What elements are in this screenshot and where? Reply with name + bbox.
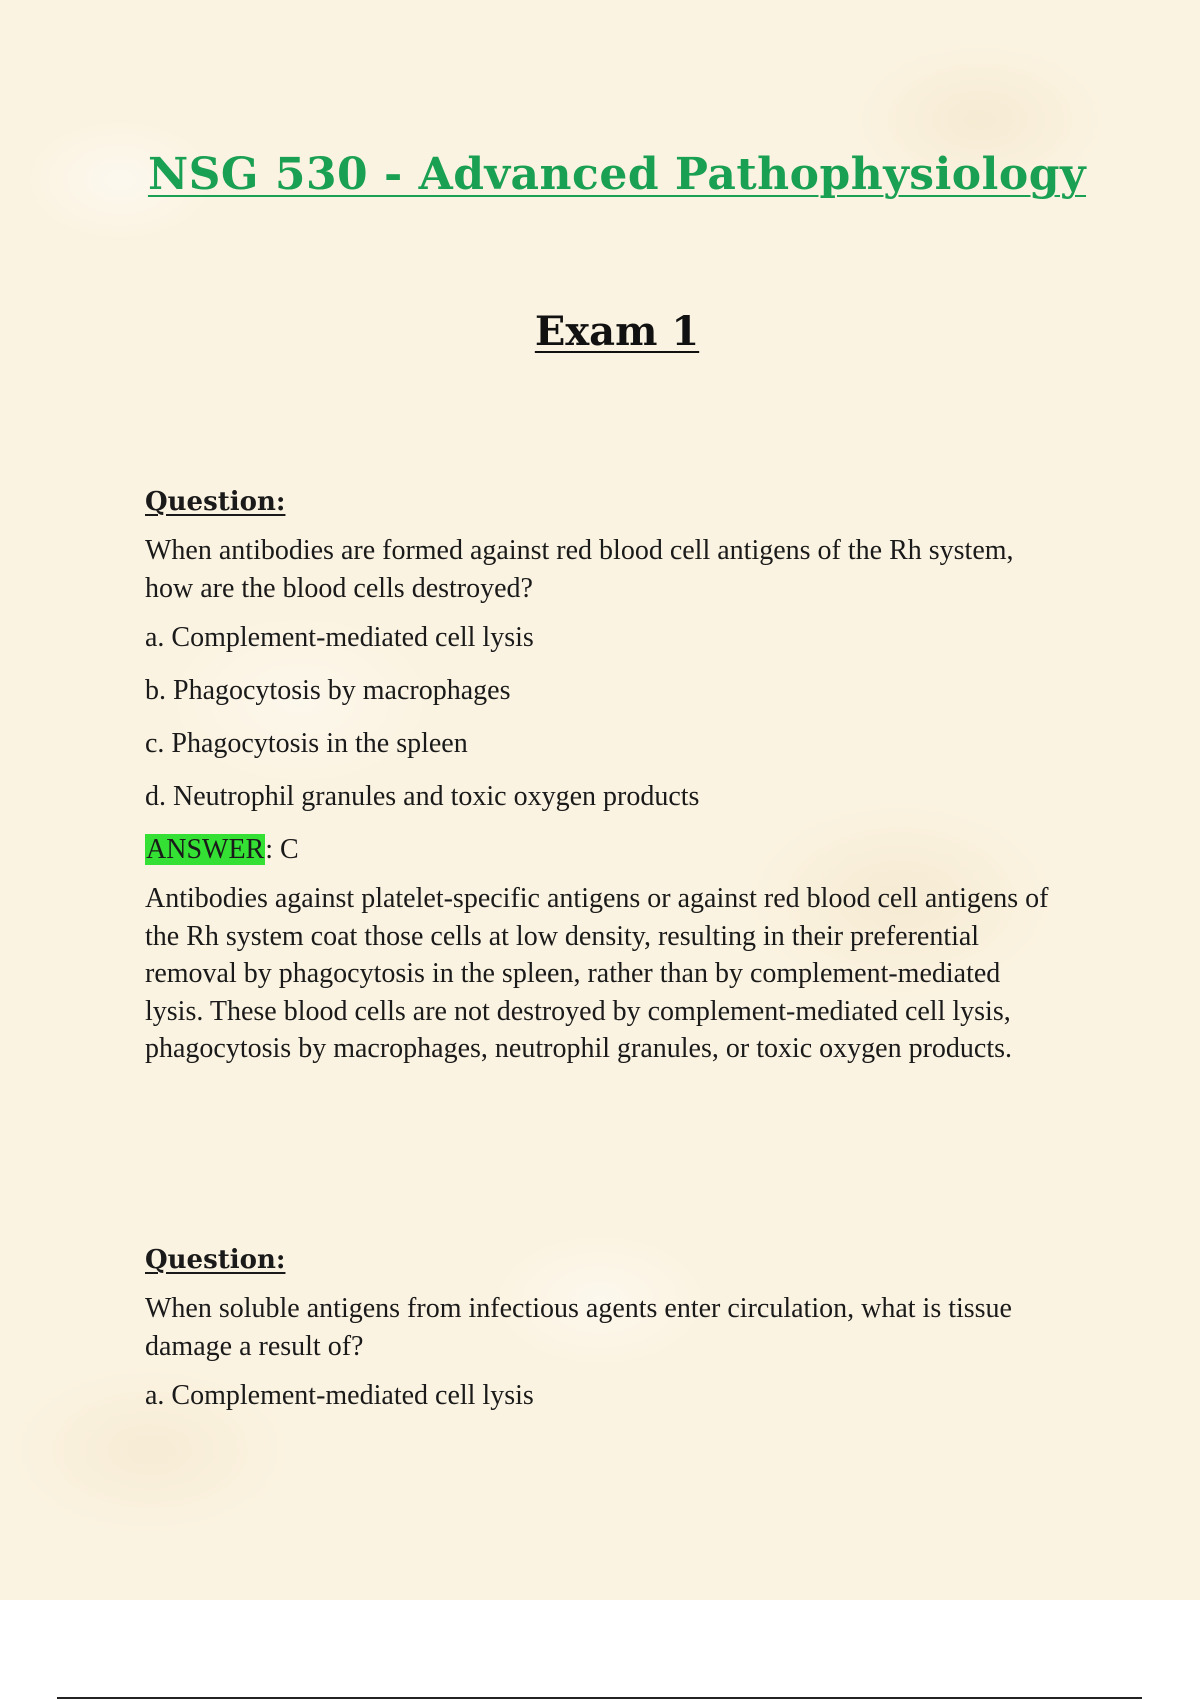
document-title-text: NSG 530 - Advanced Pathophysiology: [147, 149, 1087, 200]
answer-value: : C: [265, 834, 299, 865]
answer-option-a: a. Complement-mediated cell lysis: [145, 1380, 534, 1411]
exam-title-text: Exam 1: [534, 308, 700, 355]
answer-label: ANSWER: [146, 834, 265, 865]
answer-explanation: Antibodies against platelet-specific antigens or against red blood cell antigens of the Rh system coat those cells at low density, resulting in their preferential removal by phagocytosis in the spleen, rather than by complement-mediated lysis. These blood cells are not destroyed by complement-mediated cell lysis, phagocytosis by macrophages, neutrophil granules, or toxic oxygen products.: [145, 883, 1049, 1065]
document-title: [0, 145, 1200, 205]
question-block-2: [145, 1240, 1065, 1429]
footer-divider: [57, 1697, 1142, 1699]
answer-option-d: d. Neutrophil granules and toxic oxygen products: [145, 781, 700, 812]
answer-option-c: c. Phagocytosis in the spleen: [145, 728, 468, 759]
answer-option-a: a. Complement-mediated cell lysis: [145, 622, 534, 653]
question-heading: Question:: [145, 487, 286, 517]
question-heading: Question:: [145, 1245, 286, 1275]
answer-line: [145, 830, 1065, 870]
question-text: When antibodies are formed against red blood cell antigens of the Rh system, how are the blood cells destroyed?: [145, 535, 1014, 604]
answer-option-b: b. Phagocytosis by macrophages: [145, 675, 511, 706]
exam-title: [0, 304, 1200, 360]
question-text: When soluble antigens from infectious agents enter circulation, what is tissue damage a result of?: [145, 1293, 1012, 1362]
question-block-1: [145, 482, 1065, 1068]
